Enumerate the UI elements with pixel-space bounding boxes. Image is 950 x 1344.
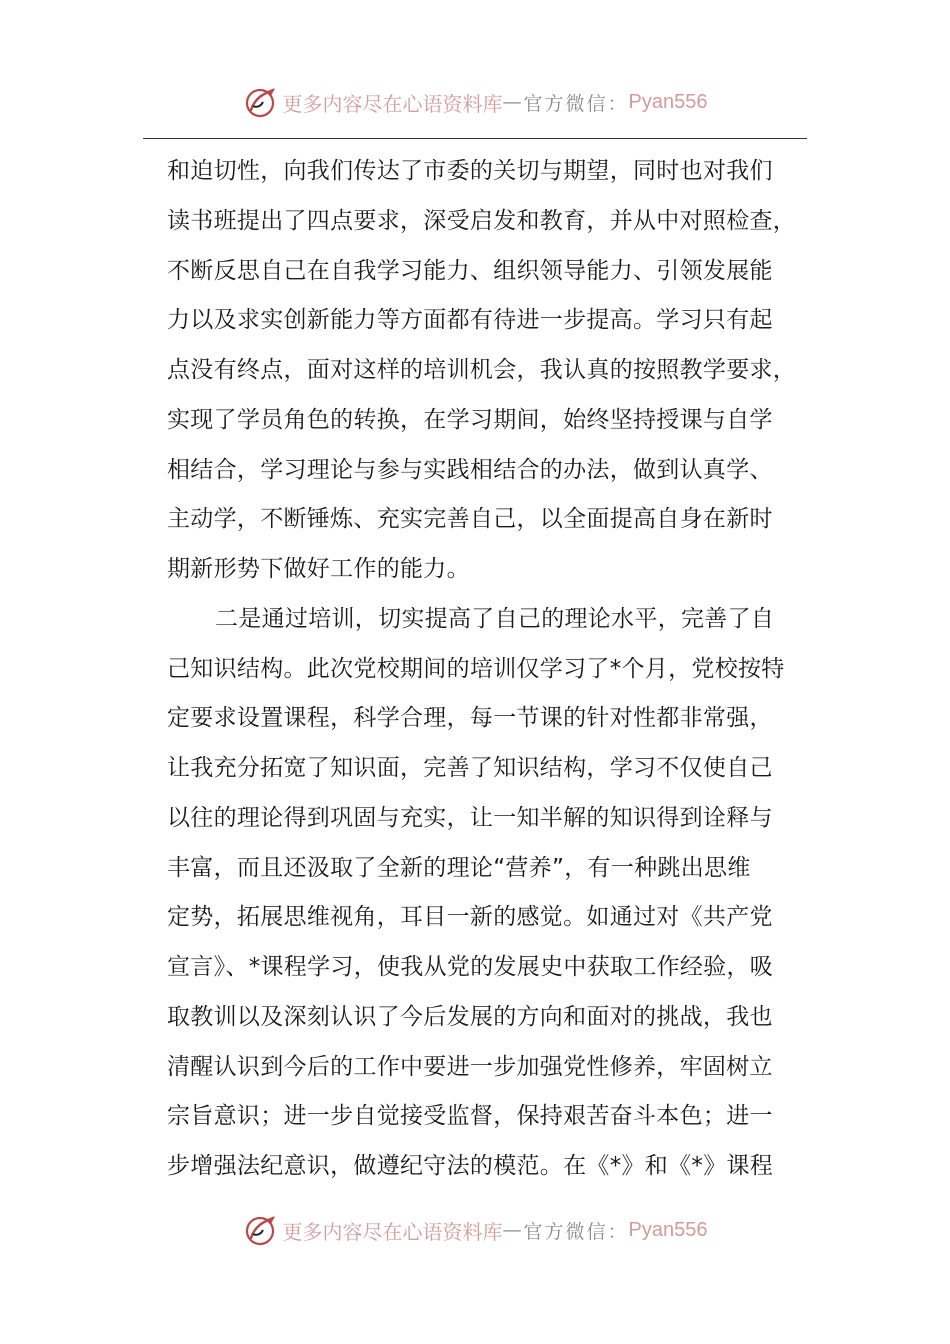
watermark-sub-text: 官方微信： bbox=[523, 1220, 629, 1243]
body-text-line: 不断反思自己在自我学习能力、组织领导能力、引领发展能 bbox=[167, 257, 773, 284]
header-divider bbox=[143, 138, 807, 139]
body-text-line: 和迫切性，向我们传达了市委的关切与期望，同时也对我们 bbox=[167, 158, 773, 184]
body-text-line: 以往的理论得到巩固与充实，让一知半解的知识得到诠释与 bbox=[167, 804, 773, 831]
watermark-main-text: 更多内容尽在心语资料库 bbox=[282, 91, 503, 116]
body-text-line: 主动学，不断锤炼、充实完善自己，以全面提高自身在新时 bbox=[167, 506, 773, 533]
body-text-line: 取教训以及深刻认识了今后发展的方向和面对的挑战，我也 bbox=[167, 1003, 773, 1030]
header-watermark bbox=[0, 80, 950, 124]
body-text-line: 定要求设置课程，科学合理，每一节课的针对性都非常强， bbox=[167, 705, 773, 732]
body-text-line: 步增强法纪意识，做遵纪守法的模范。在《*》和《*》课程 bbox=[167, 1153, 774, 1179]
body-text-line: 期新形势下做好工作的能力。 bbox=[167, 556, 470, 582]
watermark-wechat-id: Pyan556 bbox=[628, 1218, 708, 1241]
body-text-line: 清醒认识到今后的工作中要进一步加强党性修养，牢固树立 bbox=[167, 1053, 773, 1080]
watermark-dash: — bbox=[502, 91, 524, 113]
body-text-line: 宣言》、*课程学习，使我从党的发展史中获取工作经验，吸 bbox=[167, 954, 774, 980]
pen-swirl-logo-icon bbox=[243, 1212, 279, 1248]
body-text-line: 二是通过培训，切实提高了自己的理论水平，完善了自 bbox=[215, 605, 775, 632]
watermark-wechat-id: Pyan556 bbox=[628, 90, 708, 113]
body-text-line: 定势，拓展思维视角，耳目一新的感觉。如通过对《共产党 bbox=[167, 904, 773, 931]
watermark-dash: — bbox=[502, 1219, 524, 1241]
body-text-line: 读书班提出了四点要求，深受启发和教育，并从中对照检查， bbox=[167, 207, 797, 234]
body-text-line: 相结合，学习理论与参与实践相结合的办法，做到认真学、 bbox=[167, 456, 773, 483]
body-text-line: 己知识结构。此次党校期间的培训仅学习了*个月，党校按特 bbox=[167, 655, 785, 682]
document-body bbox=[167, 147, 807, 1192]
body-text-line: 宗旨意识；进一步自觉接受监督，保持艰苦奋斗本色；进一 bbox=[167, 1103, 773, 1130]
body-text-line: 实现了学员角色的转换，在学习期间，始终坚持授课与自学 bbox=[167, 406, 773, 433]
footer-watermark bbox=[0, 1208, 950, 1252]
body-text-line: 丰富，而且还汲取了全新的理论“营养”，有一种跳出思维 bbox=[167, 854, 751, 881]
watermark-sub-text: 官方微信： bbox=[523, 92, 629, 115]
watermark-main-text: 更多内容尽在心语资料库 bbox=[282, 1219, 503, 1244]
pen-swirl-logo-icon bbox=[243, 84, 279, 120]
body-text-line: 点没有终点，面对这样的培训机会，我认真的按照教学要求， bbox=[167, 357, 797, 383]
body-text-line: 让我充分拓宽了知识面，完善了知识结构，学习不仅使自己 bbox=[167, 755, 773, 781]
body-text-line: 力以及求实创新能力等方面都有待进一步提高。学习只有起 bbox=[167, 307, 773, 334]
